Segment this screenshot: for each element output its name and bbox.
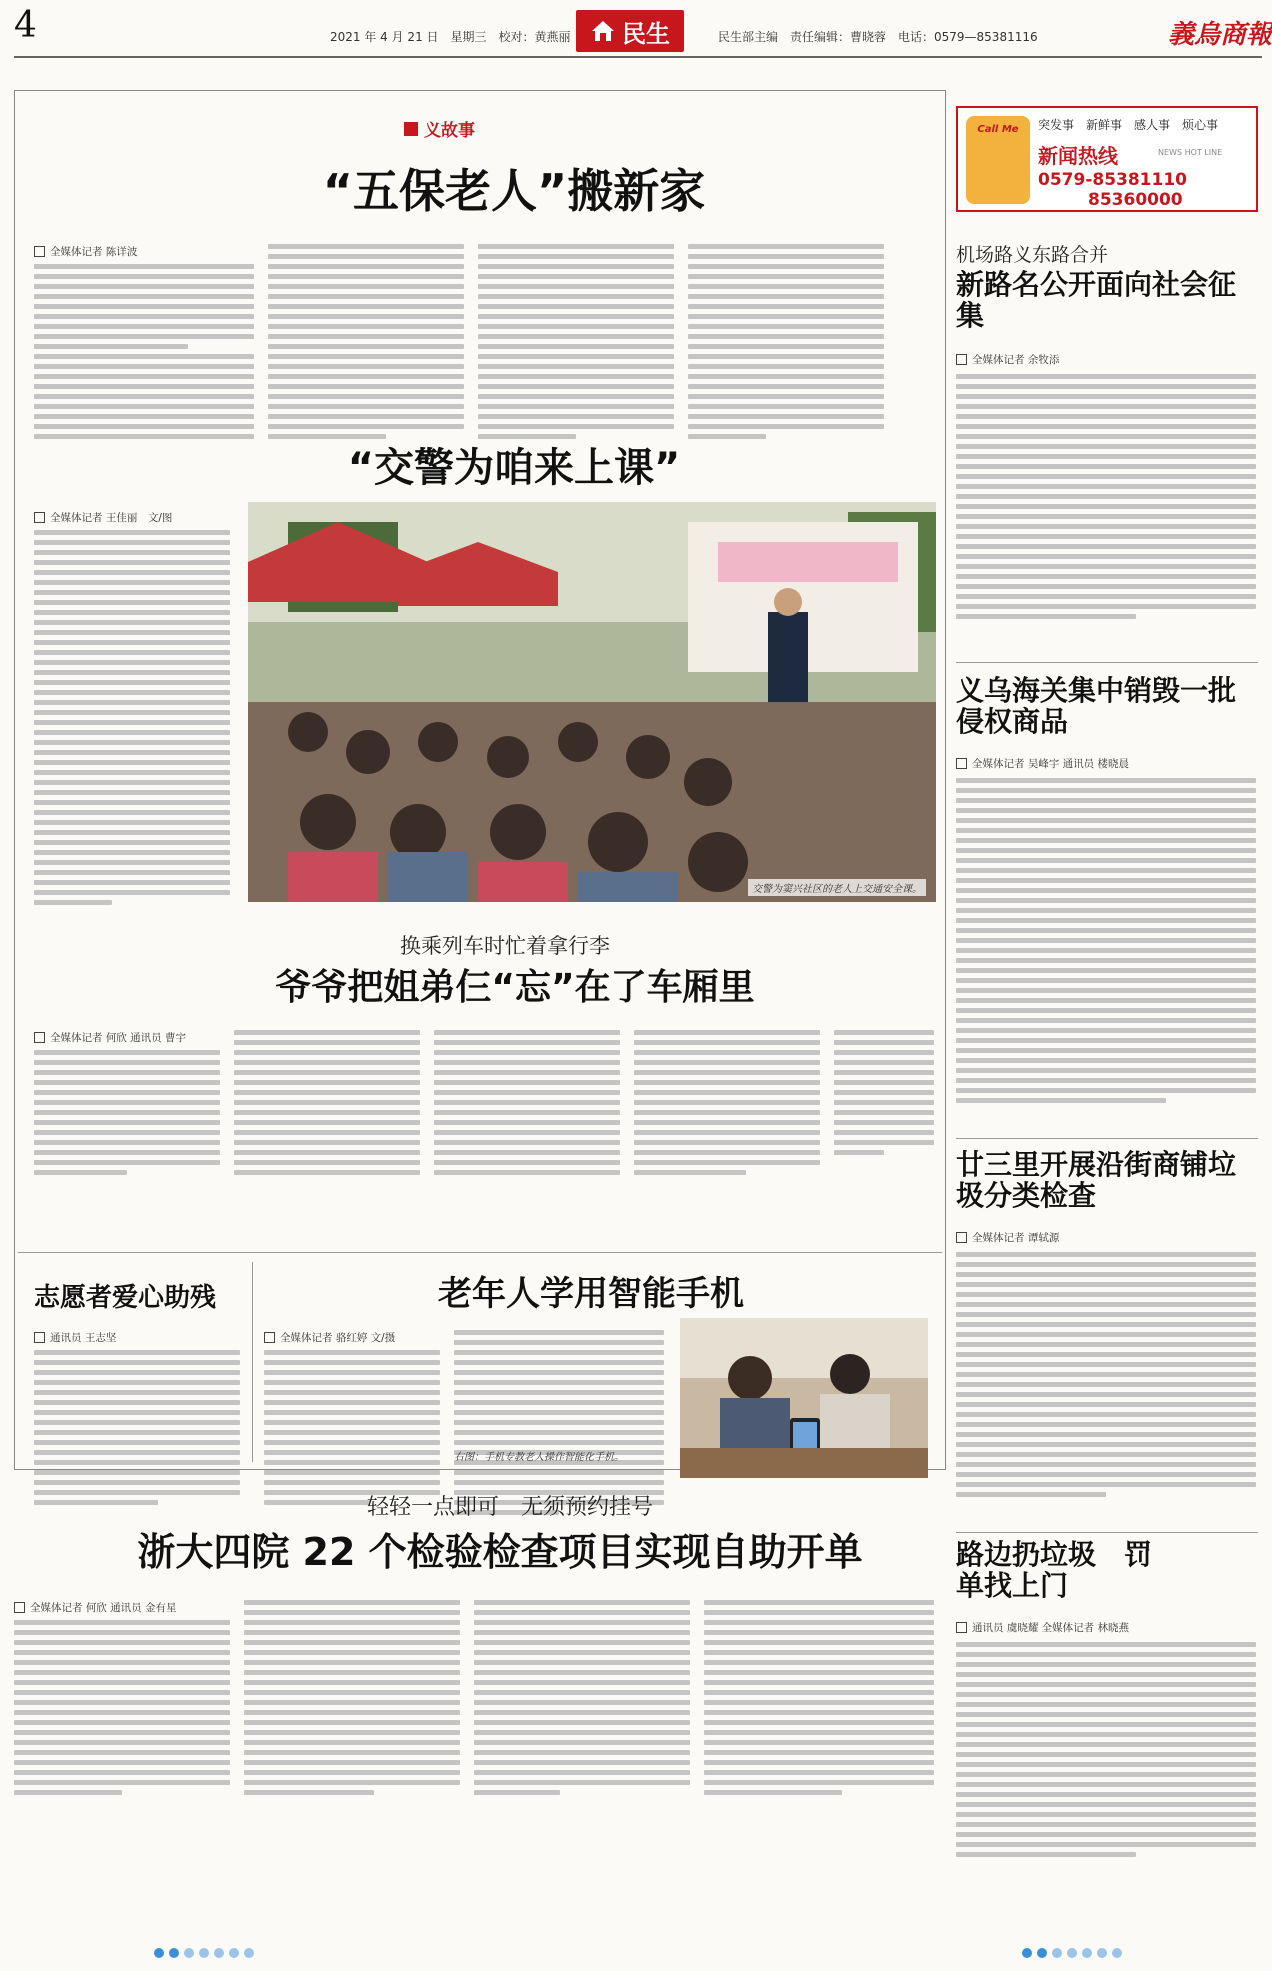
byline-jiaojing: 全媒体记者 王佳丽 文/图 xyxy=(34,510,172,525)
section-name: 民生 xyxy=(622,19,670,48)
body-wubao-3 xyxy=(478,244,674,439)
hotline-box xyxy=(956,106,1258,212)
headline-litter-fine: 路边扔垃圾 罚单找上门 xyxy=(956,1538,1153,1602)
byline-road-name: 全媒体记者 余牧添 xyxy=(956,352,1059,367)
hotline-call-me: Call Me xyxy=(977,124,1019,135)
hotline-en-sub: NEWS HOT LINE xyxy=(1158,148,1223,157)
byline-garbage-check: 全媒体记者 谭轼源 xyxy=(956,1230,1059,1245)
body-volunteer xyxy=(34,1350,240,1505)
body-train-1 xyxy=(34,1050,220,1175)
header-rule xyxy=(14,56,1262,58)
body-customs xyxy=(956,778,1256,1103)
story-tag-label: 义故事 xyxy=(424,121,475,141)
tag-marker-icon xyxy=(404,122,418,136)
divider-vertical xyxy=(252,1262,253,1462)
byline-box-icon xyxy=(34,1032,45,1043)
headline-customs: 义乌海关集中销毁一批侵权商品 xyxy=(956,674,1237,738)
photo-smartphone xyxy=(680,1318,928,1478)
divider-mid xyxy=(18,1252,942,1253)
kicker-road-name: 机场路义东路合并 xyxy=(956,244,1109,266)
headline-hospital: 浙大四院 22 个检验检查项目实现自助开单 xyxy=(137,1530,863,1574)
byline-box-icon xyxy=(34,1332,45,1343)
body-hospital-4 xyxy=(704,1600,934,1795)
section-badge xyxy=(576,10,684,52)
byline-customs: 全媒体记者 吴峰宇 通讯员 楼晓晨 xyxy=(956,756,1129,771)
body-garbage-check xyxy=(956,1252,1256,1497)
kicker-train: 换乘列车时忙着拿行李 xyxy=(400,934,610,958)
photo-traffic-class-image xyxy=(248,502,936,902)
byline-box-icon xyxy=(34,512,45,523)
date-line: 2021 年 4 月 21 日 星期三 校对：黄燕丽 xyxy=(330,30,571,44)
byline-box-icon xyxy=(956,758,967,769)
hotline-mascot-icon xyxy=(966,116,1030,204)
body-train-2 xyxy=(234,1030,420,1175)
byline-box-icon xyxy=(956,1232,967,1243)
body-train-3 xyxy=(434,1030,620,1175)
footer-dots-right xyxy=(1022,1948,1122,1958)
photo-smartphone-image xyxy=(680,1318,928,1478)
body-hospital-2 xyxy=(244,1600,460,1795)
photo-traffic-class xyxy=(248,502,936,902)
caption-smartphone: 右图：手机专教老人操作智能化手机。 xyxy=(454,1452,624,1463)
headline-train: 爷爷把姐弟仨“忘”在了车厢里 xyxy=(275,967,755,1008)
editor-line: 民生部主编 责任编辑：曹晓蓉 电话：0579—85381116 xyxy=(718,30,1038,44)
body-train-5 xyxy=(834,1030,934,1155)
byline-wubao: 全媒体记者 陈详波 xyxy=(34,244,137,259)
divider-side-1 xyxy=(956,662,1258,663)
body-wubao-1 xyxy=(34,264,254,439)
headline-road-name: 新路名公开面向社会征集 xyxy=(956,268,1237,332)
hotline-tags: 突发事 新鲜事 感人事 烦心事 xyxy=(1038,118,1219,132)
byline-litter-fine: 通讯员 虞晓耀 全媒体记者 林晓燕 xyxy=(956,1620,1129,1635)
body-wubao-2 xyxy=(268,244,464,439)
hotline-number-2: 85360000 xyxy=(1088,190,1183,210)
story-tag xyxy=(404,116,475,141)
hotline-title: 新闻热线 xyxy=(1038,144,1118,168)
byline-box-icon xyxy=(956,354,967,365)
byline-hospital: 全媒体记者 何欣 通讯员 金有星 xyxy=(14,1600,177,1615)
body-jiaojing xyxy=(34,530,230,905)
headline-garbage-check: 廿三里开展沿街商铺垃圾分类检查 xyxy=(956,1148,1237,1212)
masthead-logo: 義烏商報 xyxy=(1168,20,1272,50)
byline-volunteer: 通讯员 王志坚 xyxy=(34,1330,116,1345)
page-header xyxy=(0,0,1272,60)
headline-smartphone: 老年人学用智能手机 xyxy=(438,1274,744,1314)
byline-box-icon xyxy=(14,1602,25,1613)
byline-box-icon xyxy=(956,1622,967,1633)
body-train-4 xyxy=(634,1030,820,1175)
headline-wubao: “五保老人”搬新家 xyxy=(322,164,706,218)
headline-jiaojing: “交警为咱来上课” xyxy=(347,445,681,491)
house-icon xyxy=(590,18,616,44)
body-smartphone-1 xyxy=(264,1350,440,1505)
divider-side-3 xyxy=(956,1532,1258,1533)
headline-volunteer: 志愿者爱心助残 xyxy=(34,1283,217,1313)
byline-train: 全媒体记者 何欣 通讯员 曹宇 xyxy=(34,1030,186,1045)
byline-smartphone: 全媒体记者 骆红婷 文/摄 xyxy=(264,1330,395,1345)
footer-dots-left xyxy=(154,1948,254,1958)
body-wubao-4 xyxy=(688,244,884,439)
byline-box-icon xyxy=(264,1332,275,1343)
byline-box-icon xyxy=(34,246,45,257)
body-smartphone-2 xyxy=(454,1330,664,1515)
body-hospital-1 xyxy=(14,1620,230,1795)
divider-side-2 xyxy=(956,1138,1258,1139)
kicker-hospital: 轻轻一点即可 无须预约挂号 xyxy=(366,1495,653,1520)
body-litter-fine xyxy=(956,1642,1256,1857)
caption-traffic-class: 交警为窦兴社区的老人上交通安全课。 xyxy=(748,879,926,896)
body-hospital-3 xyxy=(474,1600,690,1795)
hotline-number-1: 0579-85381110 xyxy=(1038,170,1187,190)
body-road-name xyxy=(956,374,1256,619)
page-number: 4 xyxy=(14,5,37,46)
